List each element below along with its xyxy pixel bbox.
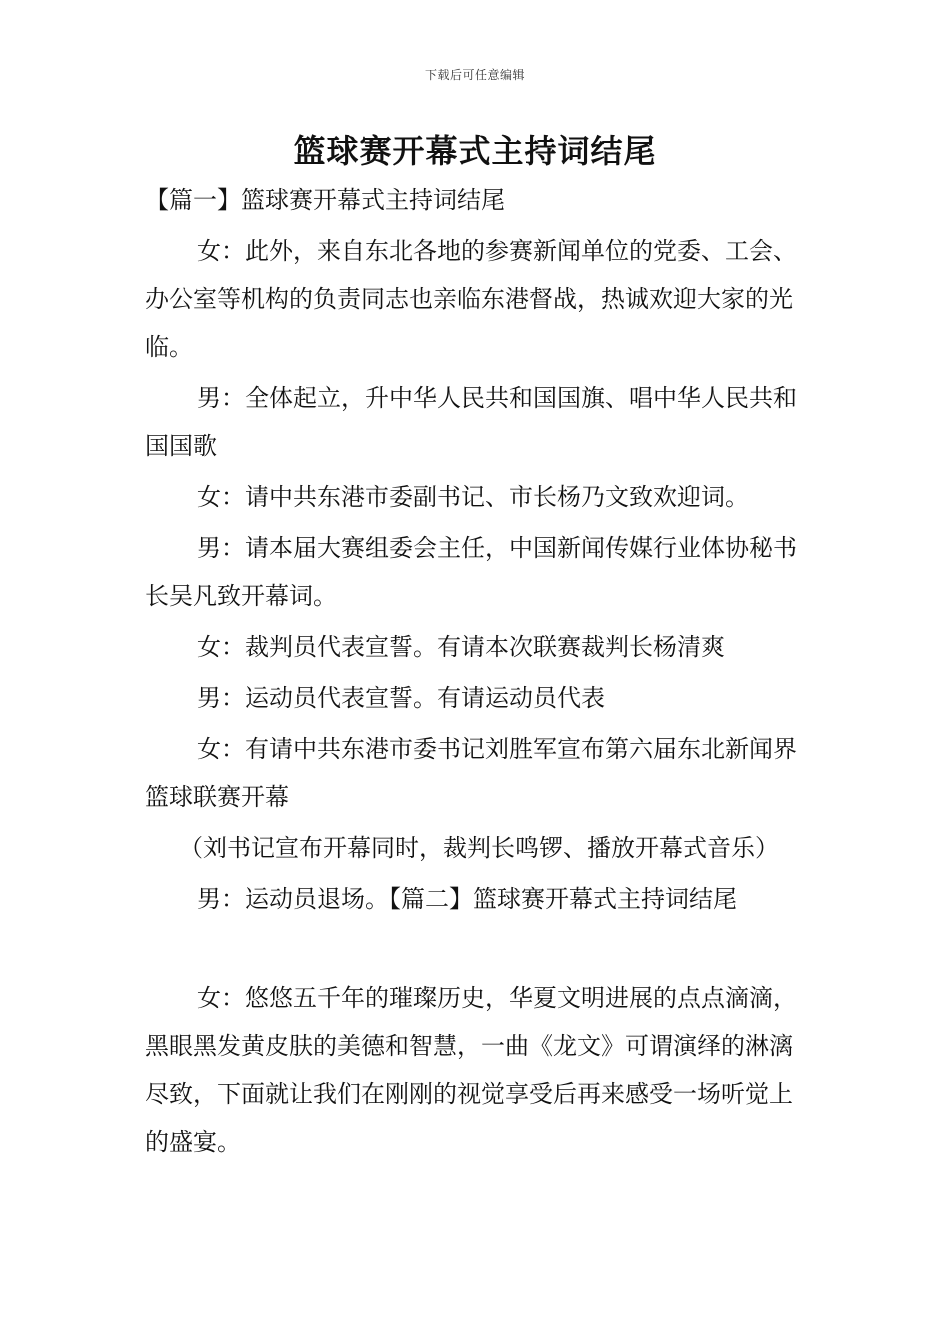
paragraph: 女：此外，来自东北各地的参赛新闻单位的党委、工会、办公室等机构的负责同志也亲临东港督战，热诚欢迎大家的光临。: [145, 237, 797, 361]
paragraph: 男：运动员退场。【篇二】篮球赛开幕式主持词结尾: [197, 885, 737, 913]
document-title: 篮球赛开幕式主持词结尾: [293, 132, 657, 170]
header-note: 下载后可任意编辑: [424, 68, 525, 82]
paragraph: 男：全体起立，升中华人民共和国国旗、唱中华人民共和国国歌: [145, 384, 797, 460]
paragraph: 男：运动员代表宣誓。有请运动员代表: [197, 684, 605, 712]
paragraph-gap: [145, 926, 807, 974]
document-body: [145, 176, 807, 1169]
paragraph: 女：请中共东港市委副书记、市长杨乃文致欢迎词。: [197, 483, 749, 511]
paragraph: 女：有请中共东港市委书记刘胜军宣布第六届东北新闻界篮球联赛开幕: [145, 735, 797, 811]
paragraph: 男：请本届大赛组委会主任，中国新闻传媒行业体协秘书长吴凡致开幕词。: [145, 534, 797, 610]
section-heading: 【篇一】篮球赛开幕式主持词结尾: [145, 186, 505, 214]
paragraph: （刘书记宣布开幕同时，裁判长鸣锣、播放开幕式音乐）: [179, 834, 779, 862]
paragraph: 女：裁判员代表宣誓。有请本次联赛裁判长杨清爽: [197, 633, 725, 661]
paragraph: 女：悠悠五千年的璀璨历史，华夏文明进展的点点滴滴，黑眼黑发黄皮肤的美德和智慧，一曲《龙文》可谓演绎的淋漓尽致，下面就让我们在刚刚的视觉享受后再来感受一场听觉上的盛宴。: [145, 984, 797, 1156]
